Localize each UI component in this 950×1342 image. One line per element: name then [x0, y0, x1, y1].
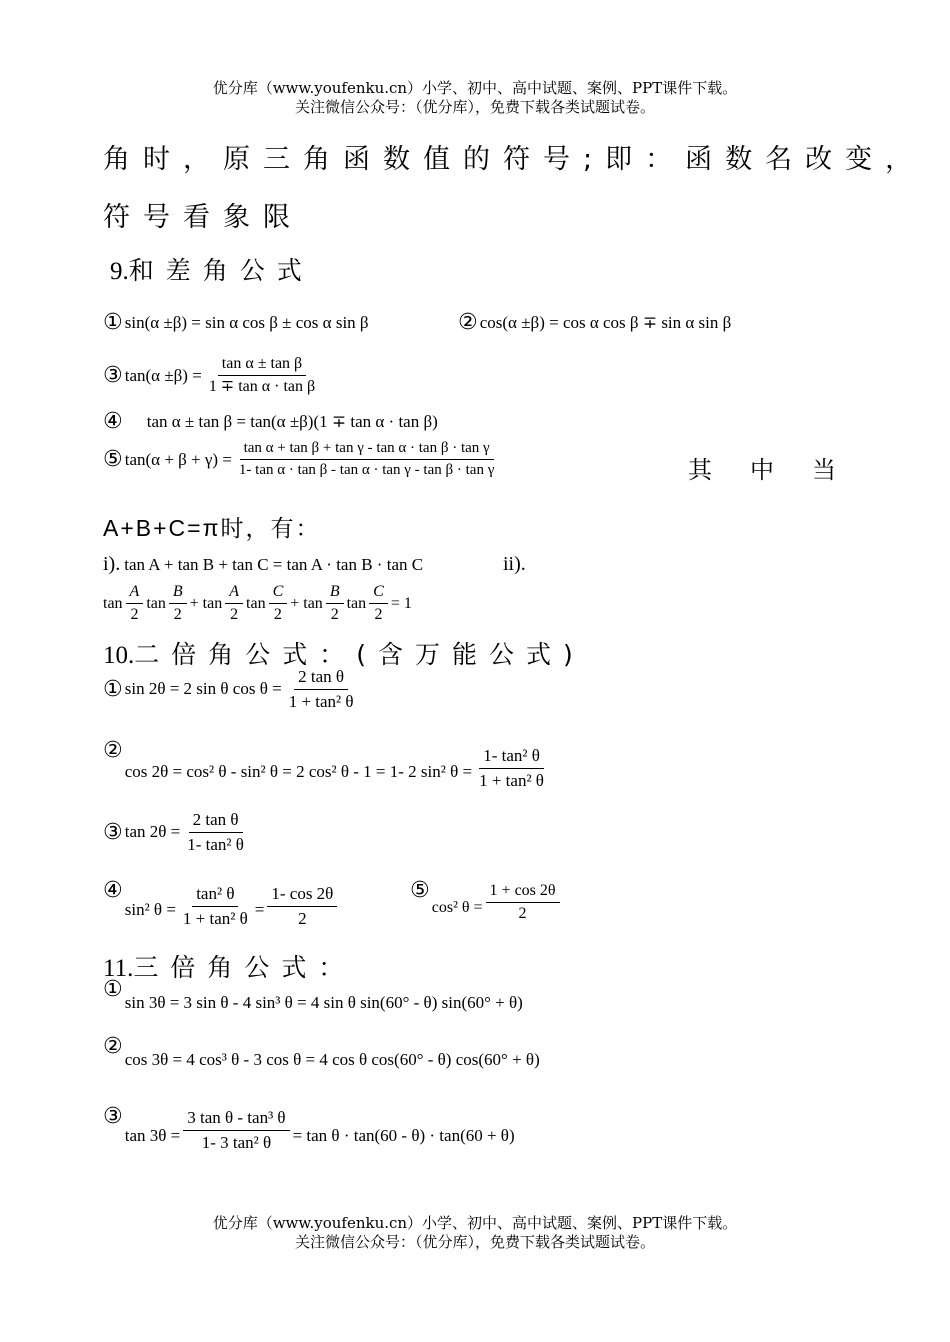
fraction-denominator: 1 + tan² θ	[182, 908, 248, 928]
section-10-number: 10.	[103, 642, 135, 669]
ii-frac-4-den: 2	[273, 606, 282, 624]
identity-i	[103, 553, 423, 576]
formula-11-3-lhs: tan 3θ =	[124, 1126, 181, 1146]
identity-ii-label	[503, 553, 526, 576]
ii-frac-1-num: A	[126, 583, 144, 604]
section-11-title: 三倍角公式：	[133, 953, 356, 982]
fraction-numerator: 2 tan θ	[294, 667, 348, 690]
ii-frac-6-den: 2	[374, 606, 383, 624]
circled-3-icon: ③	[103, 1104, 123, 1129]
formula-10-3	[103, 810, 251, 854]
formula-10-4	[103, 878, 340, 928]
ii-frac-1-den: 2	[130, 606, 139, 624]
formula-10-2-lhs: cos 2θ = cos² θ - sin² θ = 2 cos² θ - 1 = 1- 2 sin² θ =	[124, 762, 473, 782]
circled-5-icon: ⑤	[410, 878, 430, 903]
formula-10-3-fraction	[183, 810, 248, 854]
formula-10-4-fraction-2	[267, 884, 337, 928]
circled-3-icon: ③	[103, 363, 123, 389]
circled-5-icon: ⑤	[103, 447, 123, 473]
fraction-numerator: tan α + tan β + tan γ - tan α · tan β · tan γ	[240, 440, 494, 460]
ii-frac-5	[326, 583, 344, 625]
formula-9-4	[103, 409, 438, 434]
identity-i-label: i).	[103, 553, 121, 575]
formula-9-5-fraction	[235, 440, 498, 480]
fraction-numerator: tan² θ	[192, 884, 238, 907]
footer-line-1: 优分库（www.youfenku.cn）小学、初中、高中试题、案例、PPT课件下载。	[212, 1214, 738, 1232]
page-header	[0, 79, 950, 117]
fraction-numerator: 2 tan θ	[189, 810, 243, 833]
fraction-denominator: 1 ∓ tan α · tan β	[208, 378, 316, 396]
circled-1-icon: ①	[103, 676, 123, 702]
ii-frac-4	[269, 583, 288, 625]
fraction-denominator: 1- tan α · tan β - tan α · tan γ - tan β · tan γ	[238, 462, 495, 479]
formula-10-4-lhs: sin² θ =	[124, 900, 176, 920]
circled-1-icon: ①	[103, 310, 123, 335]
formula-10-1-fraction	[285, 667, 358, 711]
ii-equals-one: = 1	[390, 594, 412, 612]
section-9-title: 和差角公式	[128, 256, 314, 285]
formula-11-1	[103, 977, 523, 1013]
intro-line-2: 符号看象限	[103, 202, 303, 233]
formula-9-5-lhs: tan(α + β + γ) =	[124, 449, 232, 469]
page-footer	[0, 1214, 950, 1252]
formula-10-2	[103, 738, 551, 790]
identity-ii-label-text: ii).	[503, 553, 526, 575]
formula-11-3	[103, 1104, 515, 1152]
ii-tan-1: tan	[103, 594, 123, 612]
intro-line-1: 角时，原三角函数值的符号;即：函数名改变，	[103, 144, 926, 175]
ii-frac-6	[369, 583, 388, 625]
fraction-numerator: 1 + cos 2θ	[486, 882, 560, 903]
ii-frac-2-num: B	[169, 583, 187, 604]
ii-frac-3-num: A	[225, 583, 243, 604]
ii-frac-2-den: 2	[173, 606, 182, 624]
fraction-numerator: tan α ± tan β	[218, 355, 306, 376]
formula-11-1-text: sin 3θ = 3 sin θ - 4 sin³ θ = 4 sin θ sin(60° - θ) sin(60° + θ)	[124, 993, 523, 1012]
where-text: 其中当	[688, 456, 874, 484]
circled-4-icon: ④	[103, 878, 123, 903]
ii-frac-5-num: B	[326, 583, 344, 604]
ii-plus-tan-2: + tan	[290, 594, 323, 612]
fraction-denominator: 1 + tan² θ	[479, 770, 544, 790]
formula-10-5-fraction	[486, 882, 560, 924]
footer-line-2: 关注微信公众号：（优分库），免费下载各类试题试卷。	[294, 1233, 655, 1251]
fraction-numerator: 1- tan² θ	[479, 746, 544, 769]
section-9-heading	[110, 251, 314, 287]
formula-10-1	[103, 667, 361, 711]
formula-10-3-lhs: tan 2θ =	[124, 822, 181, 842]
ii-frac-6-num: C	[369, 583, 388, 604]
fraction-denominator: 1 + tan² θ	[288, 691, 354, 711]
condition-text: A+B+C=π时，有：	[103, 515, 321, 541]
ii-tan-4: tan	[346, 594, 367, 612]
formula-9-3-lhs: tan(α ±β) =	[124, 365, 202, 385]
formula-9-3	[103, 355, 322, 397]
formula-9-2-text: cos(α ±β) = cos α cos β ∓ sin α sin β	[479, 312, 732, 332]
ii-frac-3-den: 2	[230, 606, 239, 624]
formula-10-4-equals: =	[254, 900, 265, 920]
ii-frac-4-num: C	[269, 583, 288, 604]
fraction-numerator: 1- cos 2θ	[267, 884, 337, 907]
formula-9-2	[458, 310, 731, 335]
formula-11-2-text: cos 3θ = 4 cos³ θ - 3 cos θ = 4 cos θ cos(60° - θ) cos(60° + θ)	[124, 1050, 540, 1069]
identity-i-text: tan A + tan B + tan C = tan A · tan B · tan C	[124, 554, 424, 574]
ii-tan-3: tan	[246, 594, 266, 612]
formula-10-1-lhs: sin 2θ = 2 sin θ cos θ =	[124, 679, 282, 699]
section-10-heading	[103, 635, 585, 671]
ii-tan-2: tan	[146, 594, 166, 612]
circled-1-icon: ①	[103, 977, 123, 1002]
ii-frac-3	[225, 583, 243, 625]
formula-9-4-text: tan α ± tan β = tan(α ±β)(1 ∓ tan α · tan β)	[146, 411, 438, 431]
formula-9-3-fraction	[205, 355, 319, 397]
circled-2-icon: ②	[103, 738, 123, 763]
formula-9-1-text: sin(α ±β) = sin α cos β ± cos α sin β	[124, 312, 369, 332]
ii-frac-1	[126, 583, 144, 625]
formula-10-5-lhs: cos² θ =	[431, 898, 483, 916]
fraction-denominator: 2	[518, 905, 527, 923]
header-line-1: 优分库（www.youfenku.cn）小学、初中、高中试题、案例、PPT课件下载。	[212, 79, 738, 97]
formula-9-5	[103, 440, 501, 480]
formula-10-2-fraction	[475, 746, 548, 790]
identity-ii	[103, 583, 412, 625]
formula-11-3-fraction	[183, 1108, 289, 1152]
ii-frac-2	[169, 583, 187, 625]
section-11-number: 11.	[103, 955, 134, 982]
header-line-2: 关注微信公众号：（优分库），免费下载各类试题试卷。	[294, 98, 655, 116]
formula-10-4-fraction-1	[179, 884, 252, 928]
formula-9-1	[103, 310, 369, 335]
ii-frac-5-den: 2	[330, 606, 339, 624]
circled-2-icon: ②	[458, 310, 478, 335]
formula-11-3-rhs: = tan θ · tan(60 - θ) · tan(60 + θ)	[292, 1126, 515, 1146]
fraction-denominator: 1- tan² θ	[187, 834, 244, 854]
ii-plus-tan-1: + tan	[189, 594, 223, 612]
formula-10-5	[410, 878, 563, 924]
circled-2-icon: ②	[103, 1034, 123, 1059]
circled-3-icon: ③	[103, 819, 123, 845]
circled-4-icon: ④	[103, 409, 123, 434]
fraction-denominator: 1- 3 tan² θ	[201, 1132, 272, 1152]
formula-11-2	[103, 1034, 540, 1070]
section-9-number: 9.	[110, 258, 129, 285]
fraction-denominator: 2	[298, 908, 307, 928]
fraction-numerator: 3 tan θ - tan³ θ	[183, 1108, 289, 1131]
section-10-title: 二倍角公式：(含万能公式)	[134, 640, 585, 669]
